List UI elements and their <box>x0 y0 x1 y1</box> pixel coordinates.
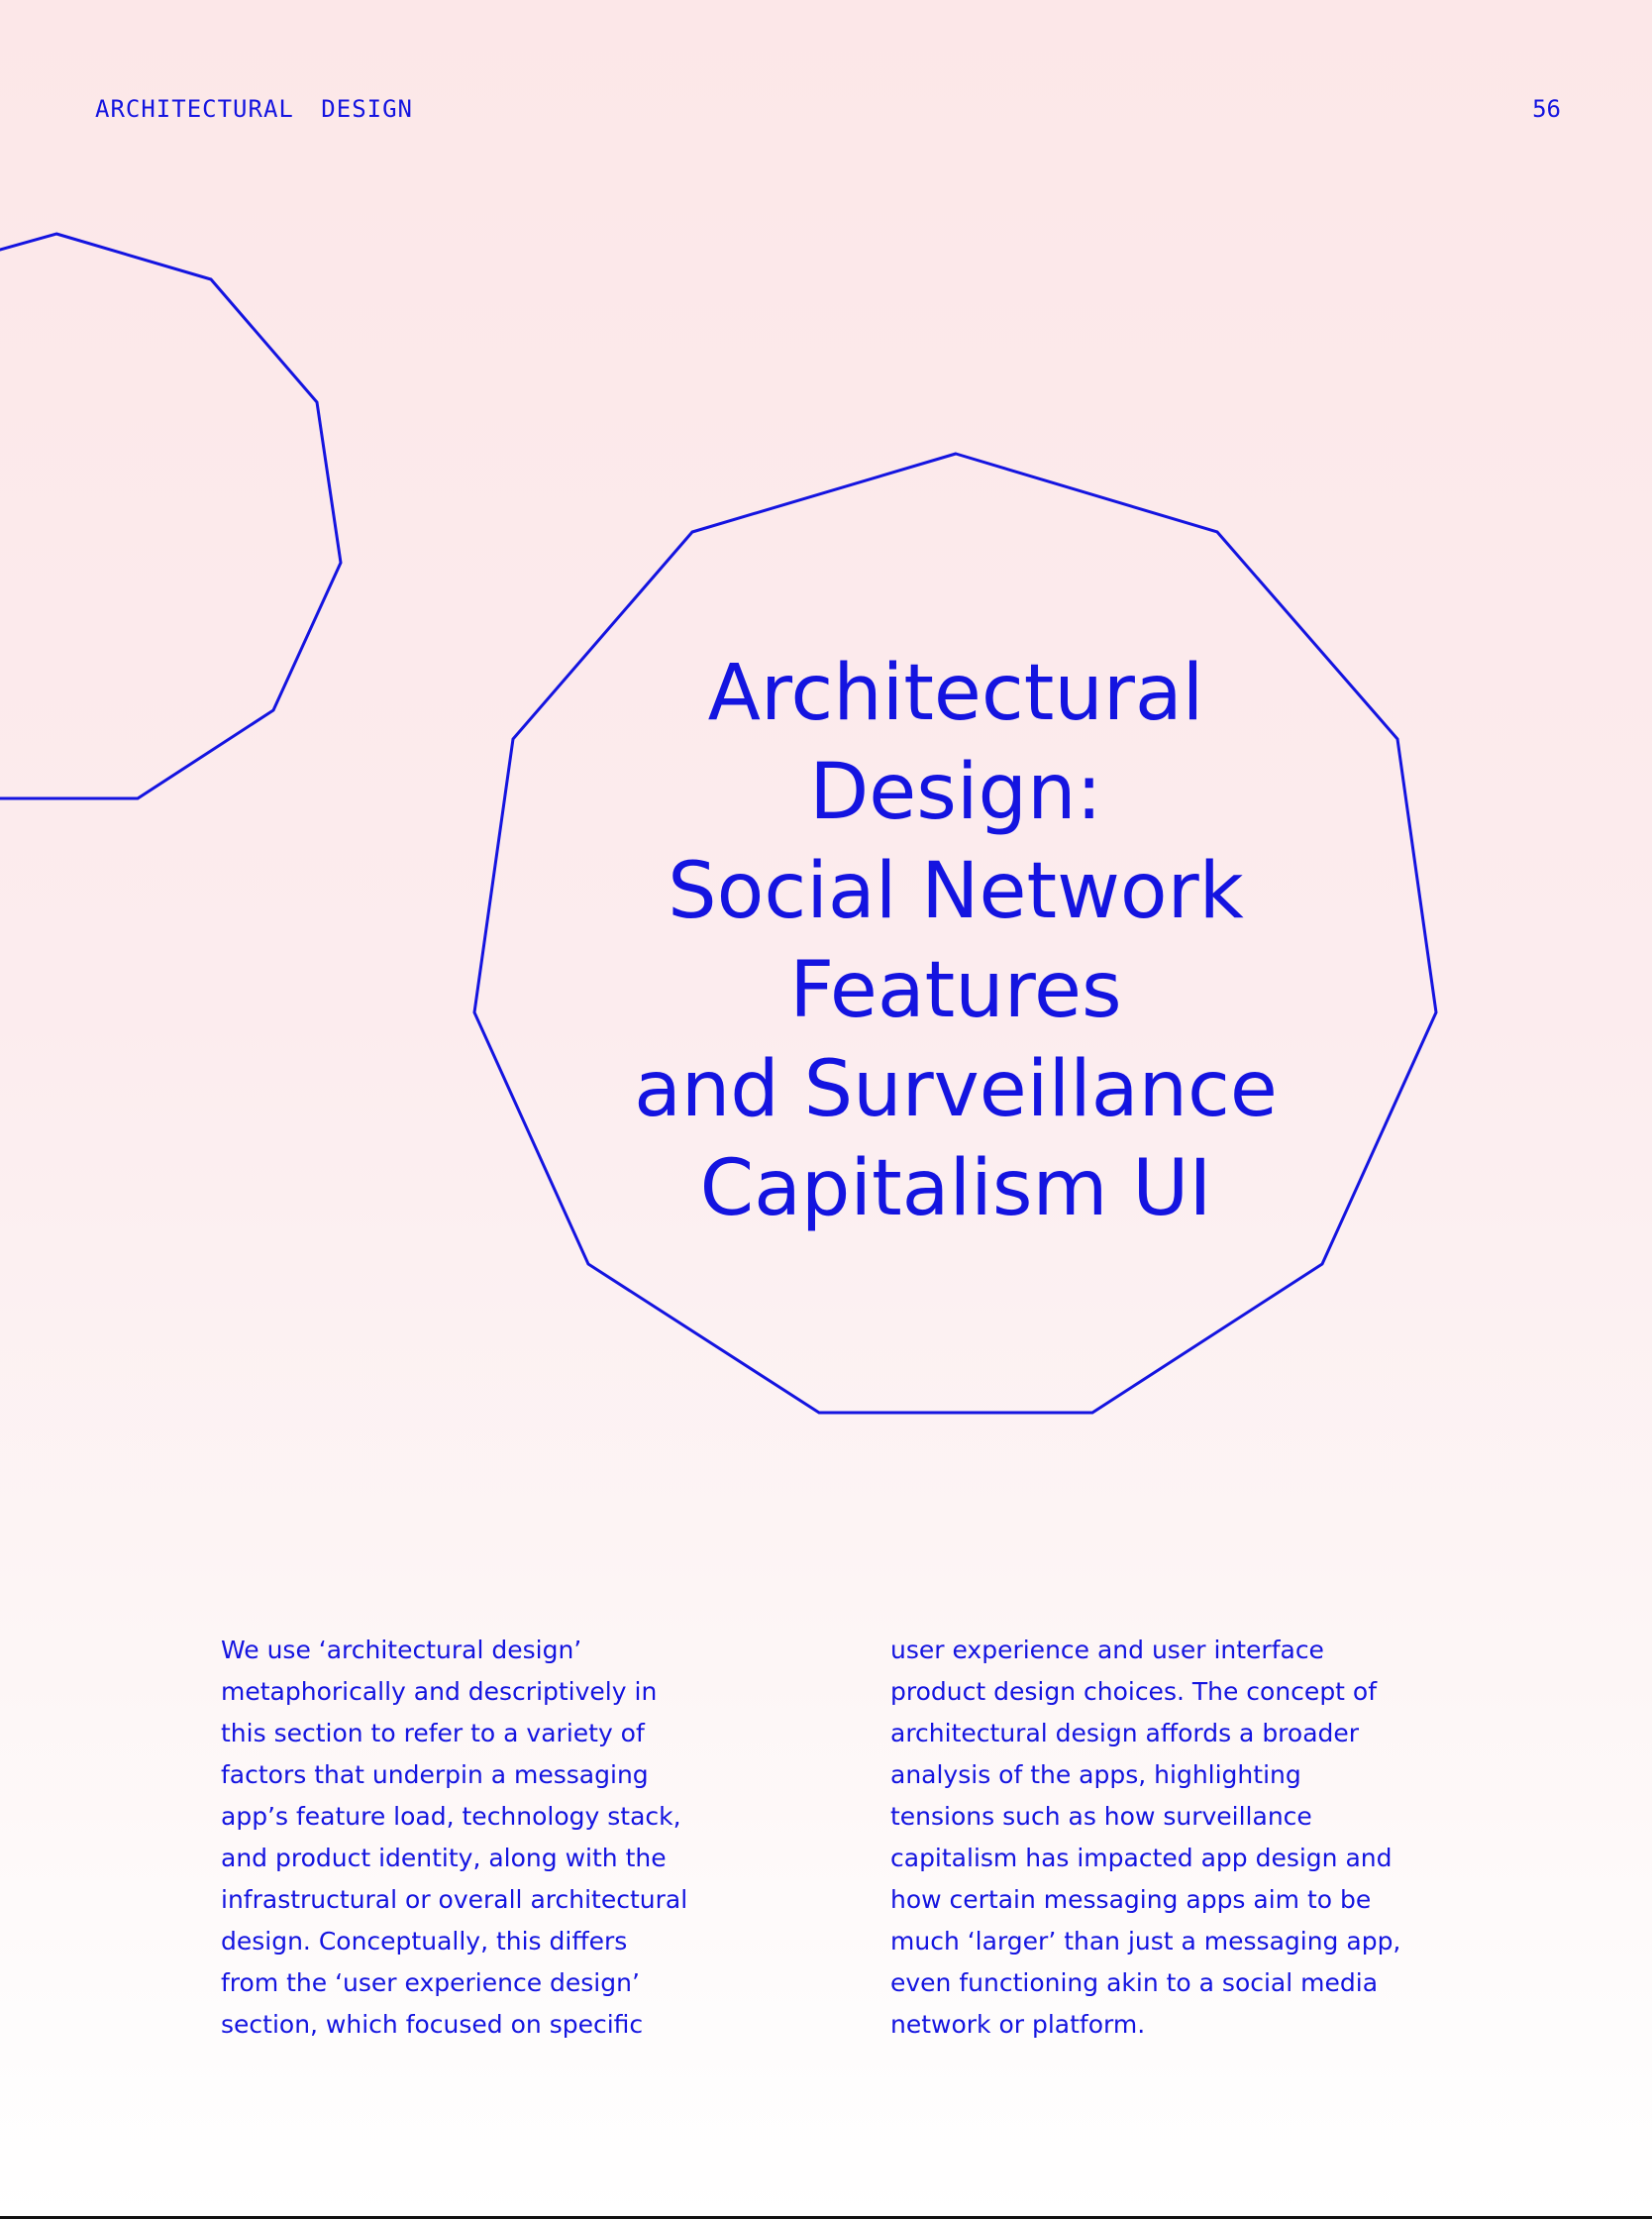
page-title <box>594 644 1317 1238</box>
body-line: capitalism has impacted app design and <box>890 1844 1393 1872</box>
body-line: analysis of the apps, highlighting <box>890 1760 1301 1789</box>
title-line: Design: <box>809 748 1102 837</box>
body-line: tensions such as how surveillance <box>890 1802 1312 1831</box>
title-line: and Surveillance <box>634 1045 1278 1134</box>
body-line: app’s feature load, technology stack, <box>221 1802 681 1831</box>
body-line: from the ‘user experience design’ <box>221 1968 640 1997</box>
body-text-right-column <box>890 1630 1425 2046</box>
title-line: Capitalism UI <box>699 1144 1212 1233</box>
body-text-left-column <box>221 1630 756 2046</box>
body-line: architectural design affords a broader <box>890 1719 1360 1747</box>
title-line: Architectural <box>707 649 1204 738</box>
section-label: ARCHITECTURAL DESIGN <box>95 95 413 123</box>
body-line: much ‘larger’ than just a messaging app, <box>890 1927 1401 1955</box>
body-line: We use ‘architectural design’ <box>221 1636 582 1664</box>
page-number: 56 <box>1532 95 1561 123</box>
title-line: Social Network <box>668 847 1244 936</box>
body-line: and product identity, along with the <box>221 1844 667 1872</box>
body-line: network or platform. <box>890 2010 1146 2039</box>
body-line: infrastructural or overall architectural <box>221 1885 688 1914</box>
title-line: Features <box>789 946 1122 1035</box>
body-line: product design choices. The concept of <box>890 1677 1378 1706</box>
body-line: design. Conceptually, this differs <box>221 1927 628 1955</box>
body-line: section, which focused on specific <box>221 2010 644 2039</box>
body-line: user experience and user interface <box>890 1636 1324 1664</box>
body-line: metaphorically and descriptively in <box>221 1677 658 1706</box>
body-line: how certain messaging apps aim to be <box>890 1885 1372 1914</box>
decagon-outline-left <box>0 234 341 798</box>
body-line: factors that underpin a messaging <box>221 1760 649 1789</box>
body-line: this section to refer to a variety of <box>221 1719 645 1747</box>
body-line: even functioning akin to a social media <box>890 1968 1379 1997</box>
